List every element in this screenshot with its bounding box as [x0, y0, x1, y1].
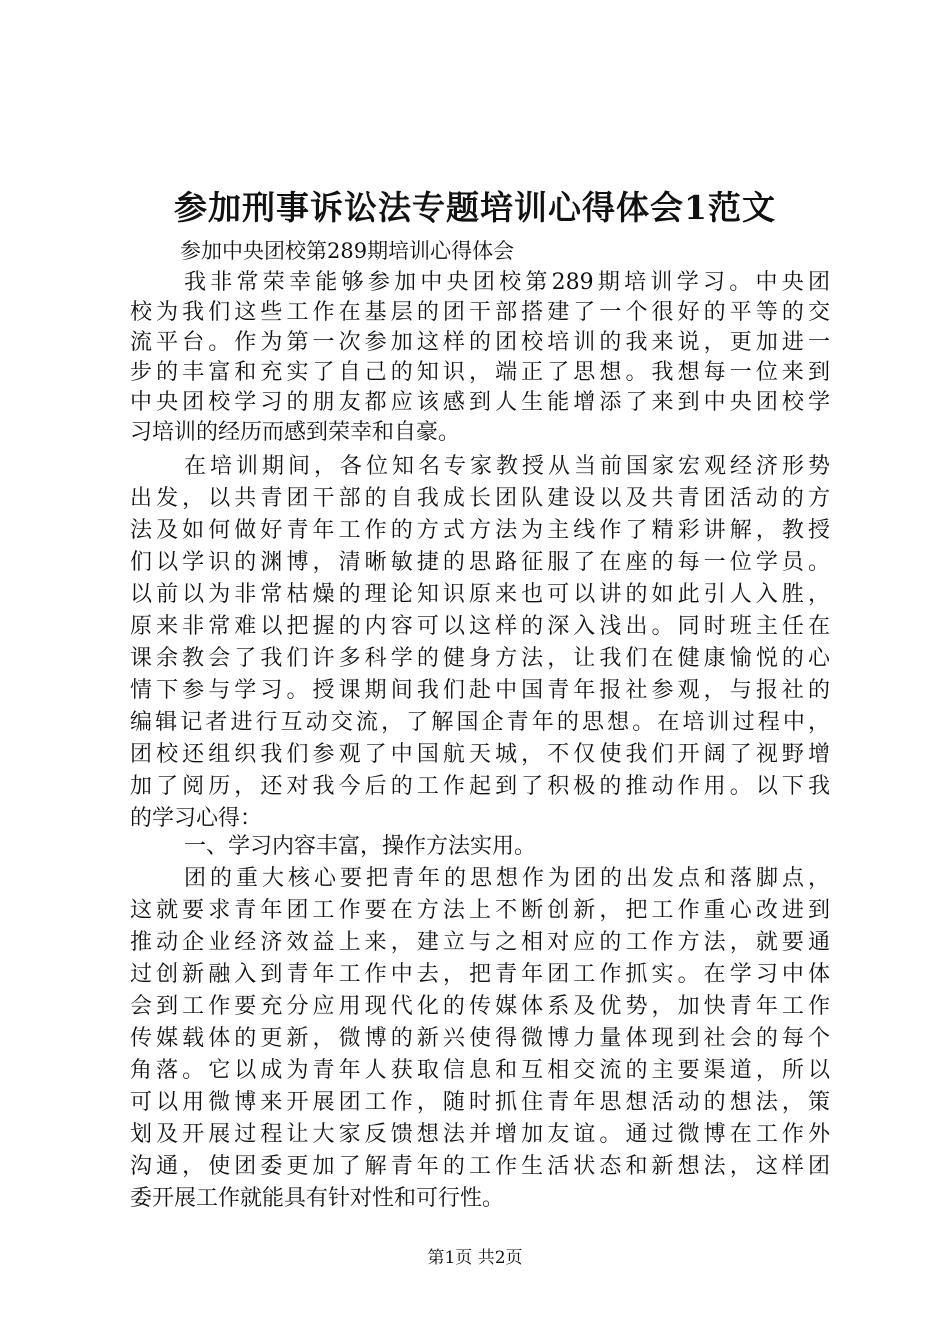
body-line: 编辑记者进行互动交流，了解国企青年的思想。在培训过程中， [130, 710, 830, 735]
body-line: 我非常荣幸能够参加中央团校第289期培训学习。中央团 [184, 270, 830, 295]
body-line: 校为我们这些工作在基层的团干部搭建了一个很好的平等的交 [130, 300, 830, 325]
body-line: 的学习心得： [130, 806, 263, 831]
body-line: 这就要求青年团工作要在方法上不断创新，把工作重心改进到 [130, 898, 830, 923]
body-line: 情下参与学习。授课期间我们赴中国青年报社参观，与报社的 [130, 678, 830, 703]
document-subtitle: 参加中央团校第289期培训心得体会 [180, 239, 515, 263]
body-line: 会到工作要充分应用现代化的传媒体系及优势，加快青年工作 [130, 994, 830, 1019]
page-number-footer: 第1页 共2页 [427, 1248, 523, 1268]
body-line: 加了阅历，还对我今后的工作起到了积极的推动作用。以下我 [130, 774, 830, 799]
document-title: 参加刑事诉讼法专题培训心得体会1范文 [174, 188, 776, 227]
body-line: 以前以为非常枯燥的理论知识原来也可以讲的如此引人入胜， [130, 582, 830, 607]
body-line: 沟通，使团委更加了解青年的工作生活状态和新想法，这样团 [130, 1154, 830, 1179]
body-line: 团校还组织我们参观了中国航天城，不仅使我们开阔了视野增 [130, 742, 830, 767]
body-line: 出发，以共青团干部的自我成长团队建设以及共青团活动的方 [130, 486, 830, 511]
body-line: 过创新融入到青年工作中去，把青年团工作抓实。在学习中体 [130, 962, 830, 987]
body-line: 流平台。作为第一次参加这样的团校培训的我来说，更加进一 [130, 330, 830, 355]
body-line: 原来非常难以把握的内容可以这样的深入浅出。同时班主任在 [130, 614, 830, 639]
body-line: 中央团校学习的朋友都应该感到人生能增添了来到中央团校学 [130, 390, 830, 415]
body-line: 法及如何做好青年工作的方式方法为主线作了精彩讲解，教授 [130, 518, 830, 543]
body-line: 在培训期间，各位知名专家教授从当前国家宏观经济形势 [184, 454, 830, 479]
body-line: 划及开展过程让大家反馈想法并增加友谊。通过微博在工作外 [130, 1122, 830, 1147]
body-line: 角落。它以成为青年人获取信息和互相交流的主要渠道，所以 [130, 1058, 830, 1083]
body-line: 课余教会了我们许多科学的健身方法，让我们在健康愉悦的心 [130, 646, 830, 671]
body-line: 委开展工作就能具有针对性和可行性。 [130, 1186, 505, 1211]
body-line: 步的丰富和充实了自己的知识，端正了思想。我想每一位来到 [130, 360, 830, 385]
section-heading: 一、学习内容丰富，操作方法实用。 [184, 834, 537, 859]
body-line: 可以用微博来开展团工作，随时抓住青年思想活动的想法，策 [130, 1090, 830, 1115]
body-line: 习培训的经历而感到荣幸和自豪。 [130, 420, 461, 445]
body-line: 们以学识的渊博，清晰敏捷的思路征服了在座的每一位学员。 [130, 550, 830, 575]
body-line: 推动企业经济效益上来，建立与之相对应的工作方法，就要通 [130, 930, 830, 955]
body-line: 传媒载体的更新，微博的新兴使得微博力量体现到社会的每个 [130, 1026, 830, 1051]
body-line: 团的重大核心要把青年的思想作为团的出发点和落脚点， [184, 866, 830, 891]
